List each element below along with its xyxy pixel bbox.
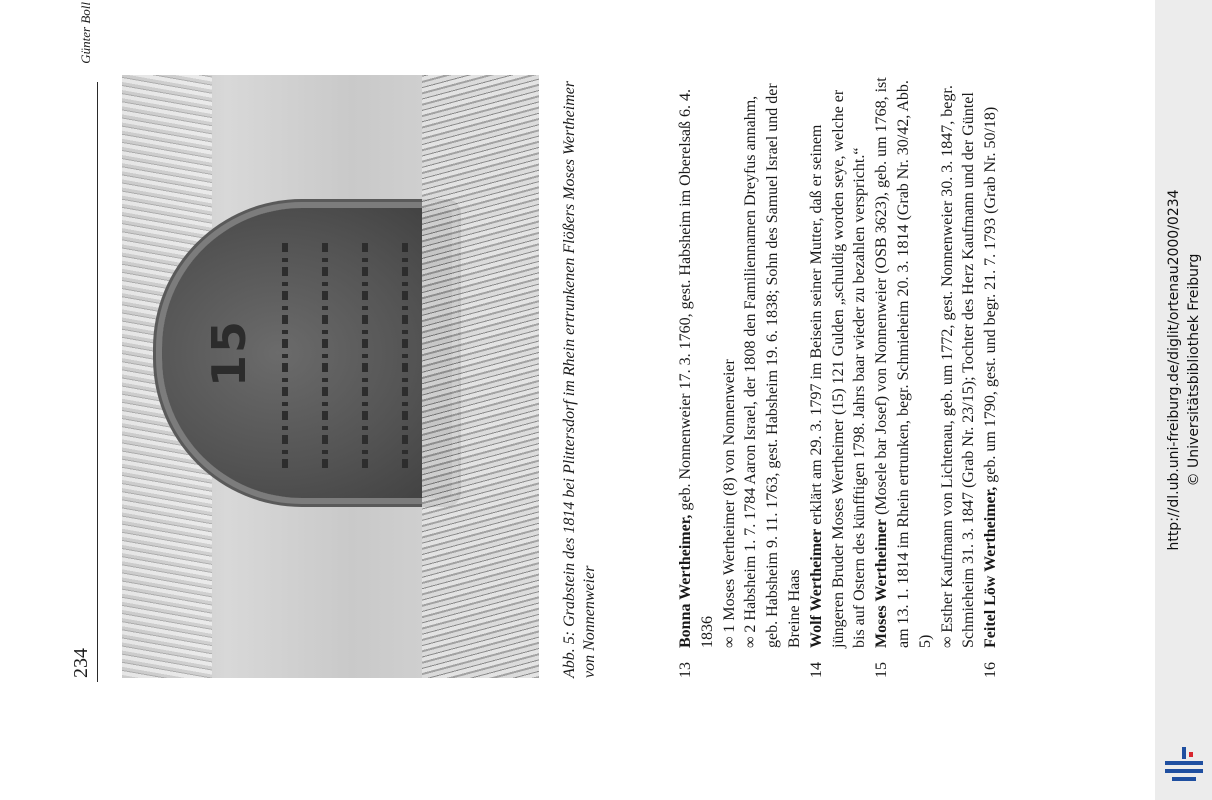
- gravestone-photo: [122, 75, 539, 678]
- library-logo-icon: [1162, 744, 1206, 788]
- genealogy-entries: [675, 68, 1002, 678]
- logo-bar: [1165, 769, 1203, 773]
- gravestone: [162, 208, 452, 498]
- entry-text: ∞ 2 Habsheim 1. 7. 1784 Aaron Israel, der 1808 den Familiennamen Dreyfus annahm, geb. Habsheim 9. 11. 1763, gest. Habsheim 19. 6. 1838; Sohn des Samuel Israel und der Breine Haas: [742, 83, 803, 648]
- entry-name: Moses Wertheimer: [873, 519, 891, 648]
- entry-text: erklärt am 29. 3. 1797 im Beisein seiner Mutter, daß er seinem jüngeren Bruder Moses Wertheimer (15) 121 Gulden „schuldig worden seye, welche er bis auf Ostern des künfftigen 1798. Jahrs baar wieder zu bezahlen verspricht.“: [807, 89, 869, 648]
- gravestone-number: 15: [202, 319, 256, 388]
- photo-grass-foreground: [422, 75, 539, 678]
- list-item: [980, 68, 1002, 678]
- logo-bar: [1172, 777, 1196, 781]
- entry-number: 13: [677, 662, 694, 678]
- entry-number: 16: [982, 662, 1000, 678]
- running-header-author: Günter Boll: [78, 2, 93, 64]
- header-rule: [97, 82, 98, 682]
- hebrew-inscription-line: [362, 238, 368, 468]
- copyright-notice: © Universitätsbibliothek Freiburg: [1186, 253, 1202, 487]
- page-number: 234: [70, 648, 92, 678]
- entry-text: ∞ 1 Moses Wertheimer (8) von Nonnenweier: [720, 359, 738, 648]
- hebrew-inscription-line: [402, 238, 408, 468]
- figure-caption: Abb. 5: Grabstein des 1814 bei Plittersdorf im Rhein ertrunkenen Flößers Moses Wertheimer von Nonnenweier: [561, 80, 598, 678]
- hebrew-inscription-line: [282, 238, 288, 468]
- entry-text: ∞ Esther Kaufmann von Lichtenau, geb. um 1772, gest. Nonnenweier 30. 3. 1847, begr. Schmieheim 31. 3. 1847 (Grab Nr. 23/15); Tochter des Herz Kaufmann und der Güntel: [938, 85, 978, 648]
- credit-rotated: [1155, 0, 1212, 800]
- entry-name: Feitel Löw Wertheimer,: [982, 486, 1000, 648]
- entry-text: geb. Nonnenweier 17. 3. 1760, gest. Habsheim im Oberelsaß 6. 4. 1836: [677, 88, 716, 648]
- logo-bar: [1165, 761, 1203, 765]
- source-url-link[interactable]: http://dl.ub.uni-freiburg.de/diglit/ortenau2000/0234: [1166, 189, 1182, 551]
- hebrew-inscription-line: [322, 238, 328, 468]
- list-item: [871, 68, 980, 678]
- entry-number: 15: [873, 662, 891, 678]
- entry-number: 14: [807, 662, 825, 678]
- logo-bar: [1182, 747, 1186, 759]
- logo-accent: [1189, 752, 1193, 757]
- list-item: [806, 68, 871, 678]
- entry-text: (Mosele bar Josef) von Nonnenweier (OSB 3623), geb. um 1768, ist am 13. 1. 1814 im Rhein ertrunken, begr. Schmieheim 20. 3. 1814 (Grab Nr. 30/42, Abb. 5): [873, 77, 934, 648]
- list-item: [675, 68, 806, 678]
- entry-name: Wolf Wertheimer: [807, 528, 825, 648]
- entry-name: Bonna Wertheimer,: [677, 514, 694, 648]
- library-credit-bar: [1155, 0, 1212, 800]
- entry-text: geb. um 1790, gest. und begr. 21. 7. 1793 (Grab Nr. 50/18): [982, 106, 1000, 487]
